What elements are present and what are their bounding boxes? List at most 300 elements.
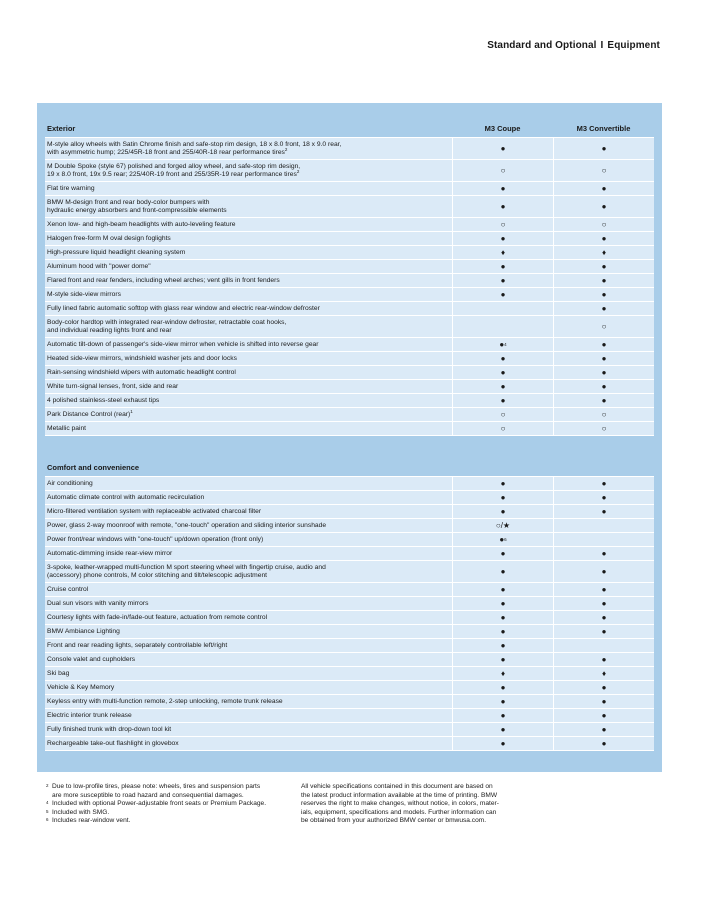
- footnote-ref: 6: [504, 536, 507, 542]
- coupe-cell: [453, 394, 554, 407]
- availability-mark: ●: [601, 696, 607, 706]
- availability-mark: ●: [601, 738, 607, 748]
- feature-text: [47, 684, 114, 692]
- table-row: [45, 625, 654, 639]
- convertible-cell: [554, 182, 654, 195]
- feature-text: [47, 163, 300, 179]
- feature-line: Rechargeable take-out flashlight in glovebox: [47, 740, 179, 747]
- availability-mark: ○: [601, 219, 607, 229]
- table-row: [45, 737, 654, 751]
- feature-cell: [45, 667, 453, 680]
- feature-text: [47, 425, 86, 433]
- availability-mark: ●: [500, 201, 506, 211]
- feature-cell: [45, 681, 453, 694]
- convertible-cell: [554, 380, 654, 393]
- convertible-cell: [554, 246, 654, 259]
- coupe-cell: [453, 260, 554, 273]
- availability-mark: ♦: [500, 668, 506, 678]
- table-row: [45, 218, 654, 232]
- feature-text: [47, 494, 204, 502]
- feature-cell: [45, 160, 453, 181]
- footnote-number: 4: [46, 800, 49, 806]
- convertible-cell: [554, 547, 654, 560]
- disclaimer-line: All vehicle specifications contained in this document are based on: [301, 783, 493, 790]
- coupe-cell: [453, 302, 554, 315]
- feature-cell: [45, 352, 453, 365]
- table-row: [45, 338, 654, 352]
- table-row: [45, 477, 654, 491]
- feature-cell: [45, 709, 453, 722]
- table-row: [45, 505, 654, 519]
- footnote-ref: 2: [296, 168, 300, 174]
- availability-mark: ●: [601, 339, 607, 349]
- coupe-cell: [453, 667, 554, 680]
- feature-cell: [45, 583, 453, 596]
- availability-mark: ●: [601, 183, 607, 193]
- column-header-convertible: M3 Convertible: [576, 123, 631, 133]
- table-row: [45, 352, 654, 366]
- disclaimer: [301, 783, 526, 826]
- comfort-section: [45, 458, 654, 751]
- feature-line: Ski bag: [47, 670, 70, 677]
- availability-mark: ●: [601, 566, 607, 576]
- footnote-text: Included with SMG.: [52, 808, 110, 816]
- convertible-cell: [554, 737, 654, 750]
- feature-cell: [45, 533, 453, 546]
- footnotes: [46, 783, 301, 826]
- feature-line: M Double Spoke (style 67) polished and forged alloy wheel, and safe-stop rim design,: [47, 163, 301, 170]
- convertible-cell: [554, 561, 654, 582]
- feature-text: [47, 614, 267, 622]
- availability-mark: ●: [500, 566, 506, 576]
- table-row: [45, 246, 654, 260]
- convertible-cell: [554, 597, 654, 610]
- convertible-cell: [554, 709, 654, 722]
- availability-mark: ●: [500, 233, 506, 243]
- feature-line: Heated side-view mirrors, windshield washer jets and door locks: [47, 355, 237, 362]
- table-row: [45, 422, 654, 436]
- convertible-cell: [554, 667, 654, 680]
- feature-text: [47, 369, 236, 377]
- table-row: [45, 366, 654, 380]
- feature-cell: [45, 246, 453, 259]
- footnote: [46, 783, 301, 792]
- convertible-cell: [554, 653, 654, 666]
- coupe-cell: [453, 681, 554, 694]
- coupe-cell: [453, 288, 554, 301]
- convertible-cell: [554, 302, 654, 315]
- coupe-cell: [453, 737, 554, 750]
- footnote: [46, 800, 301, 809]
- table-row: [45, 653, 654, 667]
- availability-mark: ●: [601, 626, 607, 636]
- convertible-cell: [554, 491, 654, 504]
- footnote-ref: 1: [130, 408, 133, 414]
- feature-cell: [45, 366, 453, 379]
- feature-line: Xenon low- and high-beam headlights with auto-leveling feature: [47, 221, 236, 228]
- availability-mark: ●: [601, 478, 607, 488]
- availability-mark: ●: [601, 353, 607, 363]
- availability-mark: ○: [601, 423, 607, 433]
- feature-text: [47, 235, 171, 243]
- coupe-cell: [453, 561, 554, 582]
- exterior-section: [45, 119, 654, 436]
- availability-mark: ○: [601, 409, 607, 419]
- table-row: [45, 260, 654, 274]
- feature-line: Automatic tilt-down of passenger's side-view mirror when vehicle is shifted into reverse gear: [47, 341, 319, 348]
- feature-cell: [45, 138, 453, 159]
- feature-line: Park Distance Control (rear): [47, 411, 131, 418]
- convertible-cell: [554, 695, 654, 708]
- availability-mark: ●: [601, 598, 607, 608]
- availability-mark: ●: [601, 548, 607, 558]
- convertible-cell: [554, 196, 654, 217]
- feature-line: Vehicle & Key Memory: [47, 684, 115, 691]
- feature-line: Courtesy lights with fade-in/fade-out feature, actuation from remote control: [47, 614, 268, 621]
- feature-text: [47, 383, 178, 391]
- feature-cell: [45, 477, 453, 490]
- footnote-number: 5: [46, 808, 49, 814]
- feature-text: [47, 408, 133, 419]
- feature-line: Air conditioning: [47, 480, 93, 487]
- coupe-cell: [453, 182, 554, 195]
- availability-mark: ●: [601, 506, 607, 516]
- footnote-text: are more susceptible to road hazard and consequential damages.: [52, 791, 244, 799]
- feature-cell: [45, 316, 453, 337]
- feature-line: Dual sun visors with vanity mirrors: [47, 600, 149, 607]
- feature-text: [47, 249, 185, 257]
- convertible-cell: [554, 394, 654, 407]
- table-row: [45, 182, 654, 196]
- coupe-cell: [453, 338, 554, 351]
- equipment-table-panel: [37, 103, 662, 772]
- disclaimer-line: the latest product information available at the time of printing. BMW: [301, 791, 498, 799]
- coupe-cell: [453, 491, 554, 504]
- convertible-cell: [554, 422, 654, 435]
- feature-text: [47, 221, 235, 229]
- availability-mark: ●: [500, 584, 506, 594]
- table-row: [45, 611, 654, 625]
- feature-text: [47, 480, 93, 488]
- coupe-cell: [453, 232, 554, 245]
- availability-mark: ●: [601, 612, 607, 622]
- availability-mark: ●: [601, 233, 607, 243]
- footnote: [46, 792, 301, 801]
- coupe-cell: [453, 196, 554, 217]
- coupe-cell: [453, 653, 554, 666]
- availability-mark: ●: [500, 710, 506, 720]
- header-right: Equipment: [607, 40, 660, 51]
- feature-cell: [45, 505, 453, 518]
- coupe-cell: [453, 380, 554, 393]
- feature-line: Console valet and cupholders: [47, 656, 136, 663]
- availability-mark: ○/★: [495, 520, 511, 530]
- feature-text: [47, 536, 263, 544]
- availability-mark: ●: [601, 201, 607, 211]
- feature-text: [47, 319, 286, 335]
- section-header: [45, 119, 654, 138]
- table-row: [45, 709, 654, 723]
- feature-line: 3-spoke, leather-wrapped multi-function M sport steering wheel with fingertip cruise, audio and: [47, 564, 326, 571]
- availability-mark: ○: [601, 165, 607, 175]
- feature-line: High-pressure liquid headlight cleaning system: [47, 249, 186, 256]
- exterior-rows: [45, 138, 654, 436]
- availability-mark: ●: [601, 275, 607, 285]
- feature-line: Power, glass 2-way moonroof with remote, "one-touch" operation and sliding interior sunshade: [47, 522, 327, 529]
- feature-line: (accessory) phone controls, M color stitching and tilt/telescopic adjustment: [47, 572, 268, 579]
- feature-cell: [45, 547, 453, 560]
- column-header-coupe: M3 Coupe: [484, 123, 521, 133]
- feature-cell: [45, 260, 453, 273]
- availability-mark: ●: [500, 682, 506, 692]
- feature-text: [47, 397, 159, 405]
- coupe-cell: [453, 352, 554, 365]
- feature-line: M-style alloy wheels with Satin Chrome finish and safe-stop rim design, 18 x 8.0 front, 18 x 9.0 rear,: [47, 141, 342, 148]
- coupe-cell: [453, 274, 554, 287]
- coupe-cell: [453, 611, 554, 624]
- availability-mark: ●: [500, 367, 506, 377]
- table-row: [45, 316, 654, 338]
- availability-mark: ○: [500, 165, 506, 175]
- footnote: [46, 817, 301, 826]
- feature-text: [47, 656, 135, 664]
- feature-text: [47, 263, 151, 271]
- feature-cell: [45, 196, 453, 217]
- feature-cell: [45, 639, 453, 652]
- section-title: Comfort and convenience: [47, 462, 140, 472]
- feature-text: [47, 277, 280, 285]
- feature-cell: [45, 218, 453, 231]
- footnote-number: 6: [46, 817, 49, 823]
- table-row: [45, 695, 654, 709]
- feature-line: Halogen free-form M oval design foglights: [47, 235, 171, 242]
- table-row: [45, 408, 654, 422]
- feature-cell: [45, 288, 453, 301]
- feature-line: Flat tire warning: [47, 185, 95, 192]
- table-row: [45, 274, 654, 288]
- convertible-cell: [554, 639, 654, 652]
- footnote-ref: 4: [504, 341, 507, 347]
- feature-line: Keyless entry with multi-function remote, 2-step unlocking, remote trunk release: [47, 698, 283, 705]
- feature-line: hydraulic energy absorbers and front-compressible elements: [47, 207, 227, 214]
- feature-text: [47, 564, 326, 580]
- availability-mark: ●: [601, 724, 607, 734]
- feature-cell: [45, 519, 453, 532]
- table-row: [45, 681, 654, 695]
- disclaimer-line: ials, equipment, specifications and models. Further information can: [301, 808, 497, 816]
- convertible-cell: [554, 218, 654, 231]
- coupe-cell: [453, 160, 554, 181]
- feature-text: [47, 305, 320, 313]
- availability-mark: ●: [500, 381, 506, 391]
- coupe-cell: [453, 533, 554, 546]
- feature-line: Cruise control: [47, 586, 89, 593]
- availability-mark: ●: [500, 738, 506, 748]
- feature-text: [47, 586, 88, 594]
- coupe-cell: [453, 695, 554, 708]
- feature-line: Micro-filtered ventilation system with replaceable activated charcoal filter: [47, 508, 262, 515]
- availability-mark: ●: [601, 289, 607, 299]
- coupe-cell: [453, 422, 554, 435]
- section-header: [45, 458, 654, 477]
- coupe-cell: [453, 709, 554, 722]
- table-row: [45, 196, 654, 218]
- coupe-cell: [453, 597, 554, 610]
- feature-text: [47, 550, 172, 558]
- availability-mark: ●: [500, 275, 506, 285]
- coupe-cell: [453, 218, 554, 231]
- feature-line: BMW M-design front and rear body-color bumpers with: [47, 199, 210, 206]
- availability-mark: ●: [500, 626, 506, 636]
- feature-cell: [45, 302, 453, 315]
- feature-text: [47, 726, 171, 734]
- feature-text: [47, 199, 227, 215]
- header-separator: I: [600, 40, 604, 51]
- feature-cell: [45, 597, 453, 610]
- feature-text: [47, 355, 237, 363]
- availability-mark: ●: [601, 492, 607, 502]
- comfort-rows: [45, 477, 654, 751]
- availability-mark: ●: [601, 395, 607, 405]
- feature-line: Automatic climate control with automatic recirculation: [47, 494, 205, 501]
- feature-cell: [45, 232, 453, 245]
- convertible-cell: [554, 477, 654, 490]
- feature-line: Power front/rear windows with "one-touch" up/down operation (front only): [47, 536, 264, 543]
- coupe-cell: [453, 138, 554, 159]
- feature-text: [47, 522, 326, 530]
- footnote: [46, 809, 301, 818]
- availability-mark: ●: [500, 478, 506, 488]
- table-row: [45, 639, 654, 653]
- availability-mark: ●: [500, 598, 506, 608]
- table-row: [45, 160, 654, 182]
- convertible-cell: [554, 352, 654, 365]
- convertible-cell: [554, 274, 654, 287]
- coupe-cell: [453, 625, 554, 638]
- feature-line: BMW Ambiance Lighting: [47, 628, 120, 635]
- availability-mark: ♦: [601, 247, 607, 257]
- availability-mark: ●: [500, 261, 506, 271]
- table-row: [45, 667, 654, 681]
- coupe-cell: [453, 505, 554, 518]
- table-row: [45, 583, 654, 597]
- availability-mark: ●: [601, 303, 607, 313]
- table-row: [45, 597, 654, 611]
- availability-mark: ♦: [500, 247, 506, 257]
- convertible-cell: [554, 366, 654, 379]
- feature-line: Fully lined fabric automatic softtop with glass rear window and electric rear-window defroster: [47, 305, 320, 312]
- feature-text: [47, 740, 179, 748]
- availability-mark: ○: [500, 409, 506, 419]
- feature-text: [47, 712, 132, 720]
- availability-mark: ●: [500, 395, 506, 405]
- availability-mark: ●: [601, 381, 607, 391]
- feature-cell: [45, 737, 453, 750]
- feature-line: 4 polished stainless-steel exhaust tips: [47, 397, 160, 404]
- availability-mark: ●: [601, 584, 607, 594]
- availability-mark: ●: [500, 724, 506, 734]
- availability-mark: ●: [601, 261, 607, 271]
- convertible-cell: [554, 533, 654, 546]
- convertible-cell: [554, 408, 654, 421]
- feature-cell: [45, 422, 453, 435]
- feature-text: [47, 642, 227, 650]
- availability-mark: ●: [499, 534, 505, 544]
- feature-text: [47, 670, 69, 678]
- feature-cell: [45, 695, 453, 708]
- footnote-text: Includes rear-window vent.: [52, 817, 131, 825]
- feature-line: Rain-sensing windshield wipers with automatic headlight control: [47, 369, 236, 376]
- table-row: [45, 302, 654, 316]
- footnote-text: Included with optional Power-adjustable front seats or Premium Package.: [52, 800, 267, 808]
- coupe-cell: [453, 366, 554, 379]
- table-row: [45, 519, 654, 533]
- availability-mark: ●: [500, 353, 506, 363]
- convertible-cell: [554, 583, 654, 596]
- table-row: [45, 491, 654, 505]
- coupe-cell: [453, 547, 554, 560]
- feature-line: Flared front and rear fenders, including wheel arches; vent gills in front fenders: [47, 277, 280, 284]
- coupe-cell: [453, 639, 554, 652]
- feature-cell: [45, 653, 453, 666]
- feature-cell: [45, 380, 453, 393]
- table-row: [45, 723, 654, 737]
- availability-mark: ●: [500, 640, 506, 650]
- convertible-cell: [554, 260, 654, 273]
- availability-mark: ○: [601, 321, 607, 331]
- feature-line: Front and rear reading lights, separately controllable left/right: [47, 642, 228, 649]
- feature-text: [47, 141, 341, 157]
- feature-text: [47, 698, 283, 706]
- table-row: [45, 138, 654, 160]
- feature-line: with asymmetric hump; 225/45R-18 front and 255/40R-18 rear performance tires: [47, 149, 285, 156]
- availability-mark: ●: [601, 654, 607, 664]
- feature-text: [47, 185, 95, 193]
- availability-mark: ●: [500, 143, 506, 153]
- feature-line: M-style side-view mirrors: [47, 291, 121, 298]
- feature-line: and individual reading lights front and rear: [47, 327, 172, 334]
- availability-mark: ♦: [601, 668, 607, 678]
- availability-mark: ●: [601, 710, 607, 720]
- convertible-cell: [554, 160, 654, 181]
- feature-cell: [45, 561, 453, 582]
- convertible-cell: [554, 611, 654, 624]
- availability-mark: ●: [601, 367, 607, 377]
- feature-text: [47, 600, 148, 608]
- table-row: [45, 533, 654, 547]
- feature-line: Electric interior trunk release: [47, 712, 132, 719]
- coupe-cell: [453, 246, 554, 259]
- convertible-cell: [554, 519, 654, 532]
- table-row: [45, 547, 654, 561]
- feature-cell: [45, 408, 453, 421]
- feature-text: [47, 291, 121, 299]
- convertible-cell: [554, 338, 654, 351]
- convertible-cell: [554, 681, 654, 694]
- coupe-cell: [453, 408, 554, 421]
- feature-cell: [45, 394, 453, 407]
- feature-line: 19 x 8.0 front, 19x 9.5 rear; 225/40R-19 front and 255/35R-19 rear performance tires: [47, 171, 297, 178]
- feature-line: Aluminum hood with "power dome": [47, 263, 151, 270]
- availability-mark: ○: [500, 423, 506, 433]
- feature-cell: [45, 491, 453, 504]
- convertible-cell: [554, 316, 654, 337]
- coupe-cell: [453, 477, 554, 490]
- availability-mark: ●: [500, 548, 506, 558]
- availability-mark: ●: [601, 143, 607, 153]
- feature-text: [47, 341, 319, 349]
- feature-cell: [45, 723, 453, 736]
